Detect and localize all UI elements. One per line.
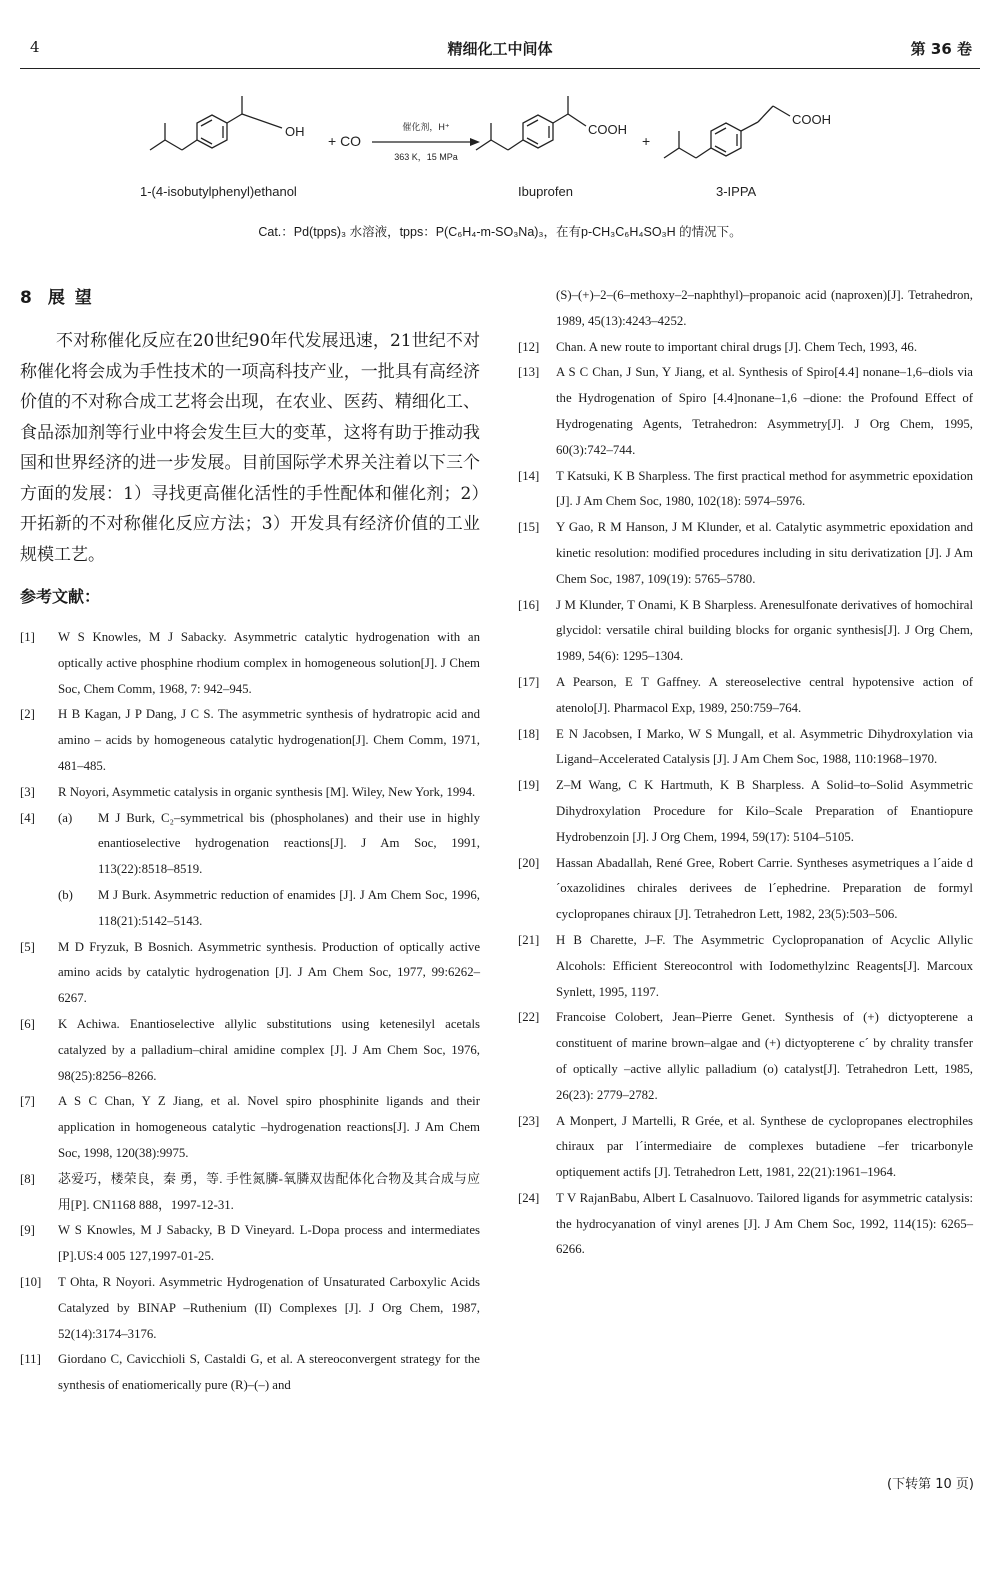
ref-text: E N Jacobsen, I Marko, W S Mungall, et al. Asymmetric Dihydroxylation via Ligand–Accelerated Catalysis [J]. J Am Chem Soc, 1988, 110:1968–1970. bbox=[556, 726, 973, 767]
references-title: 参考文献： bbox=[20, 587, 101, 606]
ref-text: A Pearson, E T Gaffney. A stereoselective central hypotensive action of atenolo[J]. Pharmacol Exp, 1989, 250:759–764. bbox=[556, 674, 973, 715]
ref-number: [7] bbox=[20, 1094, 35, 1109]
ref-subitem bbox=[58, 883, 480, 935]
ref-text: J M Klunder, T Onami, K B Sharpless. Arenesulfonate derivatives of homochiral glycidol: versatile chiral building blocks for organic synthesis[J]. J Org Chem, 1989, 54(6): 1295–1304. bbox=[556, 597, 973, 664]
ref-number: [2] bbox=[20, 707, 35, 722]
ref-number: [22] bbox=[518, 1010, 540, 1025]
reference-item bbox=[518, 851, 973, 928]
ref-number: [17] bbox=[518, 674, 540, 689]
ref-text: A Monpert, J Martelli, R Grée, et al. Synthese de cyclopropanes electrophiles chiraux par l´intermediaire de complexes butadiene –fer tricarbonyle optiquement actifs [J]. Tetrahedron Lett, 1981, 22(21):1961–1964. bbox=[556, 1113, 973, 1180]
ref-number: [14] bbox=[518, 468, 540, 483]
ref-number: [24] bbox=[518, 1190, 540, 1205]
reference-continuation: (S)–(+)–2–(6–methoxy–2–naphthyl)–propanoic acid (naproxen)[J]. Tetrahedron, 1989, 45(13):4243–4252. bbox=[556, 288, 973, 328]
reference-item bbox=[518, 928, 973, 1005]
ippa-cooh-label: COOH bbox=[792, 112, 831, 127]
section-heading bbox=[20, 283, 480, 308]
ibuprofen-structure bbox=[476, 96, 586, 150]
hydroxyl-label: OH bbox=[285, 124, 305, 139]
ref-text: M D Fryzuk, B Bosnich. Asymmetric synthesis. Production of optically active amino acids by catalytic hydrogenation [J]. J Am Chem Soc, 1977, 99:6262–6267. bbox=[58, 939, 480, 1006]
ref-number: [1] bbox=[20, 630, 35, 644]
ref-text: K Achiwa. Enantioselective allylic substitutions using ketenesilyl acetals catalyzed by a palladium–chiral amidine complex [J]. J Am Chem Soc, 1976, 98(25):8256–8266. bbox=[58, 1016, 480, 1083]
reference-item bbox=[518, 464, 973, 516]
reference-item bbox=[20, 1167, 480, 1219]
ippa-structure bbox=[664, 106, 790, 158]
ref-number: [11] bbox=[20, 1352, 41, 1367]
ref-sub-label: (b) bbox=[58, 887, 73, 902]
ref-number: [16] bbox=[518, 597, 540, 612]
reactant-structure bbox=[150, 96, 282, 150]
arrow-catalyst-label: 催化剂，H⁺ bbox=[402, 122, 450, 132]
ref-number: [6] bbox=[20, 1016, 35, 1031]
ref-number: [21] bbox=[518, 932, 540, 947]
ref-text: T Katsuki, K B Sharpless. The first practical method for asymmetric epoxidation [J]. J Am Chem Soc, 1980, 102(18): 5974–5976. bbox=[556, 468, 973, 509]
ref-number: [23] bbox=[518, 1113, 540, 1128]
reference-item bbox=[20, 806, 480, 935]
reference-item bbox=[20, 780, 480, 806]
catalyst-note: Cat.：Pd(tpps)₃ 水溶液，tpps：P(C₆H₄-m-SO₃Na)₃，在有p-CH₃C₆H₄SO₃H 的情况下。 bbox=[258, 225, 742, 239]
ref-text: Y Gao, R M Hanson, J M Klunder, et al. Catalytic asymmetric epoxidation and kinetic resolution: modified procedures including in situ derivatization [J]. J Am Chem Soc, 1987, 109(19): 5765–5780. bbox=[556, 520, 973, 586]
reference-item bbox=[20, 702, 480, 779]
ref-sub-label: (a) bbox=[58, 810, 73, 825]
volume-label: 第 36 卷 bbox=[910, 40, 972, 58]
ref-number: [4] bbox=[20, 810, 35, 825]
ref-text: R Noyori, Asymmetic catalysis in organic synthesis [M]. Wiley, New York, 1994. bbox=[58, 784, 476, 799]
ref-subitem bbox=[58, 806, 480, 883]
outlook-paragraph: 不对称催化反应在20世纪90年代发展迅速，21世纪不对称催化将会成为手性技术的一项高科技产业，一批具有高经济价值的不对称合成工艺将会出现，在农业、医药、精细化工、食品添加剂等行业中将会发生巨大的变革，这将有助于推动我国和世界经济的进一步发展。目前国际学术界关注着以下三个方面的发展：1）寻找更高催化活性的手性配体和催化剂；2）开拓新的不对称催化反应方法；3）开发具有经济价值的工业规模工艺。 bbox=[20, 331, 480, 565]
section-title: 展 望 bbox=[47, 288, 94, 308]
ref-subitems bbox=[58, 806, 480, 935]
ref-number: [19] bbox=[518, 778, 540, 793]
ref-number: [18] bbox=[518, 726, 540, 741]
ref-number: [12] bbox=[518, 339, 540, 354]
reference-item bbox=[518, 335, 973, 361]
ref-text: W S Knowles, M J Sabacky. Asymmetric catalytic hydrogenation with an optically active phosphine rhodium complex in homogeneous solution[J]. J Chem Soc, Chem Comm, 1968, 7: 942–945. bbox=[58, 630, 480, 696]
ref-text: H B Charette, J–F. The Asymmetric Cyclopropanation of Acyclic Allylic Alcohols: Efficient Stereocontrol with Iodomethylzinc Reagents[J]. Marcoux Synlett, 1995, 1197. bbox=[556, 932, 973, 999]
reference-item bbox=[518, 360, 973, 463]
reference-item bbox=[518, 1109, 973, 1186]
ref-number: [20] bbox=[518, 855, 540, 870]
ref-number: [9] bbox=[20, 1223, 35, 1238]
arrow-head bbox=[470, 138, 480, 146]
ref-number: [13] bbox=[518, 365, 540, 380]
ref-text: A S C Chan, J Sun, Y Jiang, et al. Synthesis of Spiro[4.4] nonane–1,6–diols via the Hydrogenation of Spiro [4.4]nonane–1,6 –dione: the Profound Effect of Hydrogenating Agents, Tetrahedron: Asymmetry[J]. J Org Chem, 1995, 60(3):742–744. bbox=[556, 365, 973, 457]
reference-item bbox=[518, 1186, 973, 1263]
reference-item bbox=[20, 625, 480, 702]
reference-item bbox=[518, 773, 973, 850]
page-header bbox=[20, 38, 980, 69]
reference-item bbox=[518, 670, 973, 722]
ippa-name: 3-IPPA bbox=[716, 184, 757, 199]
ref-number: [10] bbox=[20, 1274, 42, 1289]
reference-item bbox=[518, 593, 973, 670]
ref-sub-text: M J Burk, C₂–symmetrical bis (phospholanes) and their use in highly enantioselective hydrogenation reactions[J]. J Am Soc, 1991, 113(22):8518–8519. bbox=[98, 810, 480, 877]
arrow-conditions-label: 363 K，15 MPa bbox=[394, 152, 458, 162]
right-column bbox=[518, 283, 973, 1263]
plus-co-label: + CO bbox=[328, 133, 362, 149]
page-number: 4 bbox=[30, 38, 40, 56]
journal-title: 精细化工中间体 bbox=[447, 40, 553, 58]
ref-text: W S Knowles, M J Sabacky, B D Vineyard. L-Dopa process and intermediates [P].US:4 005 127,1997-01-25. bbox=[58, 1223, 480, 1264]
ref-text: T V RajanBabu, Albert L Casalnuovo. Tailored ligands for asymmetric catalysis: the hydrocyanation of vinyl arenes [J]. J Am Chem Soc, 1992, 114(15): 6265–6266. bbox=[556, 1190, 973, 1257]
ref-text: Hassan Abadallah, René Gree, Robert Carrie. Syntheses asymetriques a l´aide d´oxazolidines chirales derivees de l´ephedrine. Preparation de formyl cyclopropanes chiraux [J]. Tetrahedron Lett, 1982, 23(5):503–506. bbox=[556, 855, 973, 922]
ref-text: H B Kagan, J P Dang, J C S. The asymmetric synthesis of hydratropic acid and amino – acids by homogeneous catalytic hydrogenation[J]. Chem Comm, 1971, 481–485. bbox=[58, 707, 480, 773]
ref-sub-text: M J Burk. Asymmetric reduction of enamides [J]. J Am Chem Soc, 1996, 118(21):5142–5143. bbox=[98, 887, 480, 928]
ref-text: 苾爱巧，楼荣良，秦 勇，等. 手性氮膦-氧膦双齿配体化合物及其合成与应用[P]. CN1168 888，1997-12-31. bbox=[58, 1171, 480, 1212]
ref-number: [5] bbox=[20, 939, 35, 954]
reference-item bbox=[20, 1012, 480, 1089]
reference-item bbox=[518, 722, 973, 774]
reference-item bbox=[20, 1347, 480, 1399]
left-column bbox=[20, 283, 480, 1399]
ref-text: T Ohta, R Noyori. Asymmetric Hydrogenation of Unsaturated Carboxylic Acids Catalyzed by BINAP –Ruthenium (II) Complexes [J]. J Org Chem, 1987, 52(14):3174–3176. bbox=[58, 1274, 480, 1341]
ref-number: [15] bbox=[518, 520, 540, 535]
ref-text: Z–M Wang, C K Hartmuth, K B Sharpless. A Solid–to–Solid Asymmetric Dihydroxylation Procedure for Kilo–Scale Preparation of Enantiopure Hydrobenzoin [J]. J Org Chem, 1994, 59(17): 5104–5105. bbox=[556, 778, 973, 844]
ref-text: A S C Chan, Y Z Jiang, et al. Novel spiro phosphinite ligands and their application in homogeneous catalytic –hydrogenation reactions[J]. J Am Chem Soc, 1998, 120(38):9975. bbox=[58, 1094, 480, 1160]
continued-note: (下转第 10 页) bbox=[887, 1477, 974, 1492]
reference-item bbox=[20, 1270, 480, 1347]
reference-item bbox=[20, 1089, 480, 1166]
ref-text: Chan. A new route to important chiral drugs [J]. Chem Tech, 1993, 46. bbox=[556, 339, 918, 354]
ref-text: Giordano C, Cavicchioli S, Castaldi G, et al. A stereoconvergent strategy for the synthesis of enatiomerically pure (R)–(–) and bbox=[58, 1352, 480, 1393]
reference-item bbox=[20, 1218, 480, 1270]
section-number: 8 bbox=[20, 288, 34, 308]
reactant-name: 1-(4-isobutylphenyl)ethanol bbox=[140, 184, 297, 199]
ibuprofen-name: Ibuprofen bbox=[518, 184, 573, 199]
reference-item bbox=[518, 1005, 973, 1108]
ref-text: Francoise Colobert, Jean–Pierre Genet. Synthesis of (+) dictyopterene a constituent of marine brown–algae and (+) dictyopterene c´ by chrality transfer of optically –active allylic palladium (o) catalyst[J]. Tetrahedron Lett, 1985, 26(23): 2779–2782. bbox=[556, 1010, 973, 1102]
ref-number: [3] bbox=[20, 784, 35, 799]
reference-item bbox=[20, 935, 480, 1012]
ibuprofen-cooh-label: COOH bbox=[588, 122, 627, 137]
plus-sign: + bbox=[642, 133, 651, 149]
ref-number: [8] bbox=[20, 1171, 35, 1186]
reference-item bbox=[518, 515, 973, 592]
